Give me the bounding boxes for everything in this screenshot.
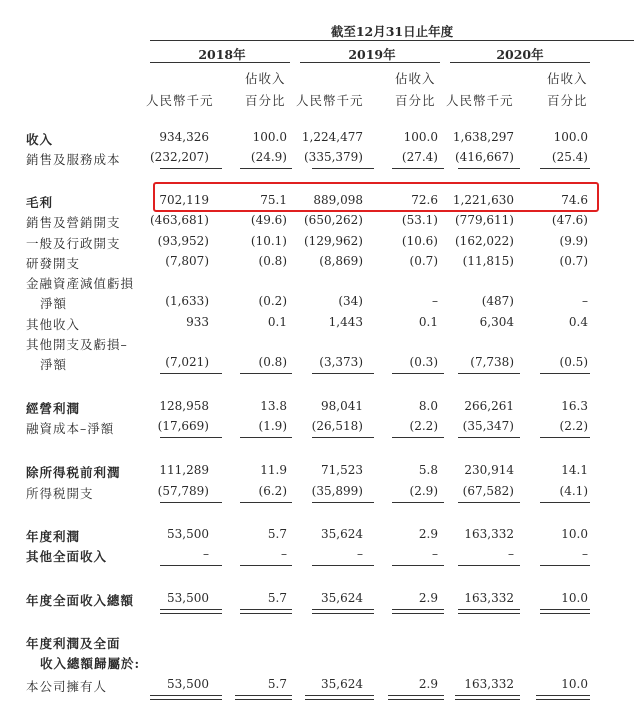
table-cell: 2.9 <box>418 527 438 541</box>
table-cell: (3,373) <box>319 355 363 369</box>
subtotal-rule <box>160 437 222 438</box>
table-cell: – <box>508 547 514 561</box>
table-cell: (10.1) <box>250 234 287 248</box>
subtotal-rule <box>160 373 222 374</box>
table-cell: 100.0 <box>403 130 438 144</box>
table-cell: 35,624 <box>321 527 363 541</box>
subtotal-rule <box>540 565 590 566</box>
table-cell: (4.1) <box>559 484 588 498</box>
subtotal-rule <box>540 168 590 169</box>
table-cell: 14.1 <box>561 463 588 477</box>
subtotal-rule <box>392 437 444 438</box>
table-cell: (0.7) <box>559 254 588 268</box>
table-cell: 2.9 <box>418 591 438 605</box>
row-label: 融資成本–淨額 <box>26 421 115 436</box>
total-double-rule <box>392 609 444 614</box>
row-label: 收入 <box>26 132 54 147</box>
table-cell: 16.3 <box>561 399 588 413</box>
table-cell: (1.9) <box>258 419 287 433</box>
table-cell: (1,633) <box>165 294 209 308</box>
pct-header-2018-l1: 佔收入 <box>245 71 286 86</box>
table-cell: 1,443 <box>328 315 363 329</box>
table-cell: 10.0 <box>561 527 588 541</box>
table-cell: (17,669) <box>157 419 209 433</box>
table-cell: 1,638,297 <box>452 130 514 144</box>
table-cell: 100.0 <box>252 130 287 144</box>
subtotal-rule <box>392 502 444 503</box>
table-cell: (7,021) <box>165 355 209 369</box>
header-rule <box>150 40 634 41</box>
table-cell: 10.0 <box>561 677 588 691</box>
table-cell: 889,098 <box>313 193 363 207</box>
table-cell: (0.2) <box>258 294 287 308</box>
table-cell: 2.9 <box>418 677 438 691</box>
row-label: 銷售及服務成本 <box>26 152 121 167</box>
table-cell: 5.7 <box>267 677 287 691</box>
subtotal-rule <box>540 437 590 438</box>
table-cell: (47.6) <box>551 213 588 227</box>
table-cell: – <box>203 547 209 561</box>
subtotal-rule <box>240 373 292 374</box>
table-cell: – <box>281 547 287 561</box>
table-cell: 0.4 <box>568 315 588 329</box>
table-cell: (7,807) <box>165 254 209 268</box>
table-cell: (11,815) <box>462 254 514 268</box>
table-cell: 53,500 <box>167 591 209 605</box>
table-cell: (650,262) <box>304 213 363 227</box>
table-cell: (35,899) <box>311 484 363 498</box>
row-label: 毛利 <box>26 195 54 210</box>
row-label: 經營利潤 <box>26 401 81 416</box>
table-cell: (35,347) <box>462 419 514 433</box>
table-cell: (10.6) <box>401 234 438 248</box>
table-cell: (2.9) <box>409 484 438 498</box>
total-double-rule <box>160 609 222 614</box>
row-label: 所得税開支 <box>26 486 94 501</box>
subtotal-rule <box>458 502 520 503</box>
table-cell: (67,582) <box>462 484 514 498</box>
subtotal-rule <box>240 437 292 438</box>
row-label: 銷售及營銷開支 <box>26 215 121 230</box>
table-cell: (0.8) <box>258 254 287 268</box>
subtotal-rule <box>240 565 292 566</box>
table-cell: (6.2) <box>258 484 287 498</box>
table-cell: (2.2) <box>409 419 438 433</box>
row-label: 年度利潤 <box>26 529 81 544</box>
table-cell: 53,500 <box>167 527 209 541</box>
subtotal-rule <box>160 168 222 169</box>
total-double-rule <box>540 609 590 614</box>
subtotal-rule <box>240 502 292 503</box>
table-cell: (34) <box>338 294 363 308</box>
table-cell: 0.1 <box>267 315 287 329</box>
table-cell: (2.2) <box>559 419 588 433</box>
table-cell: 5.8 <box>418 463 438 477</box>
subtotal-rule <box>540 373 590 374</box>
table-cell: – <box>357 547 363 561</box>
table-cell: (93,952) <box>157 234 209 248</box>
pct-header-2019-l2: 百分比 <box>395 93 436 108</box>
table-cell: 933 <box>186 315 209 329</box>
table-cell: 71,523 <box>321 463 363 477</box>
subtotal-rule <box>312 565 374 566</box>
year-2018-rule <box>150 62 290 63</box>
row-label: 其他全面收入 <box>26 549 108 564</box>
table-cell: 702,119 <box>159 193 209 207</box>
rmb-header-2020: 人民幣千元 <box>446 93 514 108</box>
table-cell: (49.6) <box>250 213 287 227</box>
table-cell: 13.8 <box>260 399 287 413</box>
subtotal-rule <box>160 565 222 566</box>
rmb-header-2018: 人民幣千元 <box>146 93 214 108</box>
total-double-rule <box>458 609 520 614</box>
year-2020-rule <box>450 62 590 63</box>
row-label: 淨額 <box>40 357 68 372</box>
table-cell: (416,667) <box>455 150 514 164</box>
table-cell: (335,379) <box>304 150 363 164</box>
table-cell: (53.1) <box>401 213 438 227</box>
table-cell: 53,500 <box>167 677 209 691</box>
subtotal-rule <box>312 502 374 503</box>
table-cell: 266,261 <box>464 399 514 413</box>
row-label: 本公司擁有人 <box>26 679 108 694</box>
subtotal-rule <box>458 168 520 169</box>
pct-header-2020-l2: 百分比 <box>547 93 588 108</box>
table-cell: – <box>432 547 438 561</box>
table-cell: 1,221,630 <box>452 193 514 207</box>
row-label: 淨額 <box>40 296 68 311</box>
subtotal-rule <box>312 437 374 438</box>
subtotal-rule <box>240 168 292 169</box>
year-2018-header: 2018年 <box>198 47 246 62</box>
table-cell: (779,611) <box>455 213 514 227</box>
table-cell: 74.6 <box>561 193 588 207</box>
total-double-rule <box>455 695 520 700</box>
table-cell: (232,207) <box>150 150 209 164</box>
total-double-rule <box>235 695 292 700</box>
rmb-header-2019: 人民幣千元 <box>296 93 364 108</box>
pct-header-2020-l1: 佔收入 <box>547 71 588 86</box>
table-cell: 163,332 <box>464 677 514 691</box>
gross-profit-highlight-box <box>153 182 599 212</box>
subtotal-rule <box>312 373 374 374</box>
row-label: 收入總額歸屬於: <box>40 656 141 671</box>
table-cell: (0.8) <box>258 355 287 369</box>
row-label: 除所得税前利潤 <box>26 465 121 480</box>
row-label: 年度利潤及全面 <box>26 636 121 651</box>
table-cell: (24.9) <box>250 150 287 164</box>
table-cell: 111,289 <box>159 463 209 477</box>
total-double-rule <box>305 695 374 700</box>
row-label: 年度全面收入總額 <box>26 593 135 608</box>
year-2020-header: 2020年 <box>496 47 544 62</box>
table-cell: 5.7 <box>267 591 287 605</box>
subtotal-rule <box>458 565 520 566</box>
row-label: 研發開支 <box>26 256 81 271</box>
table-cell: (25.4) <box>551 150 588 164</box>
total-double-rule <box>312 609 374 614</box>
table-cell: – <box>582 294 588 308</box>
year-2019-header: 2019年 <box>348 47 396 62</box>
subtotal-rule <box>458 437 520 438</box>
table-cell: 5.7 <box>267 527 287 541</box>
table-cell: 72.6 <box>411 193 438 207</box>
table-cell: (162,022) <box>455 234 514 248</box>
table-cell: (129,962) <box>304 234 363 248</box>
subtotal-rule <box>458 373 520 374</box>
table-cell: 75.1 <box>260 193 287 207</box>
table-cell: (0.7) <box>409 254 438 268</box>
table-cell: 163,332 <box>464 591 514 605</box>
table-cell: (0.5) <box>559 355 588 369</box>
table-cell: (27.4) <box>401 150 438 164</box>
table-cell: 11.9 <box>260 463 287 477</box>
table-cell: (57,789) <box>157 484 209 498</box>
subtotal-rule <box>540 502 590 503</box>
table-cell: 230,914 <box>464 463 514 477</box>
total-double-rule <box>150 695 222 700</box>
row-label: 其他收入 <box>26 317 81 332</box>
table-cell: 100.0 <box>553 130 588 144</box>
table-cell: 0.1 <box>418 315 438 329</box>
total-double-rule <box>388 695 444 700</box>
table-cell: – <box>432 294 438 308</box>
table-cell: 8.0 <box>418 399 438 413</box>
subtotal-rule <box>392 373 444 374</box>
table-cell: 1,224,477 <box>301 130 363 144</box>
table-cell: 128,958 <box>159 399 209 413</box>
table-cell: (8,869) <box>319 254 363 268</box>
subtotal-rule <box>392 168 444 169</box>
table-cell: 163,332 <box>464 527 514 541</box>
table-cell: – <box>582 547 588 561</box>
total-double-rule <box>240 609 292 614</box>
table-cell: 6,304 <box>479 315 514 329</box>
table-cell: 934,326 <box>159 130 209 144</box>
table-cell: (9.9) <box>559 234 588 248</box>
table-cell: (463,681) <box>150 213 209 227</box>
subtotal-rule <box>312 168 374 169</box>
row-label: 金融資產減值虧損 <box>26 276 135 291</box>
table-cell: (7,738) <box>470 355 514 369</box>
row-label: 一般及行政開支 <box>26 236 121 251</box>
table-cell: (26,518) <box>311 419 363 433</box>
table-cell: (0.3) <box>409 355 438 369</box>
pct-header-2019-l1: 佔收入 <box>395 71 436 86</box>
total-double-rule <box>536 695 590 700</box>
table-cell: (487) <box>481 294 514 308</box>
year-2019-rule <box>300 62 440 63</box>
table-cell: 98,041 <box>321 399 363 413</box>
period-header: 截至12月31日止年度 <box>330 24 454 39</box>
table-cell: 35,624 <box>321 677 363 691</box>
subtotal-rule <box>160 502 222 503</box>
subtotal-rule <box>392 565 444 566</box>
row-label: 其他開支及虧損– <box>26 337 128 352</box>
pct-header-2018-l2: 百分比 <box>245 93 286 108</box>
table-cell: 10.0 <box>561 591 588 605</box>
table-cell: 35,624 <box>321 591 363 605</box>
